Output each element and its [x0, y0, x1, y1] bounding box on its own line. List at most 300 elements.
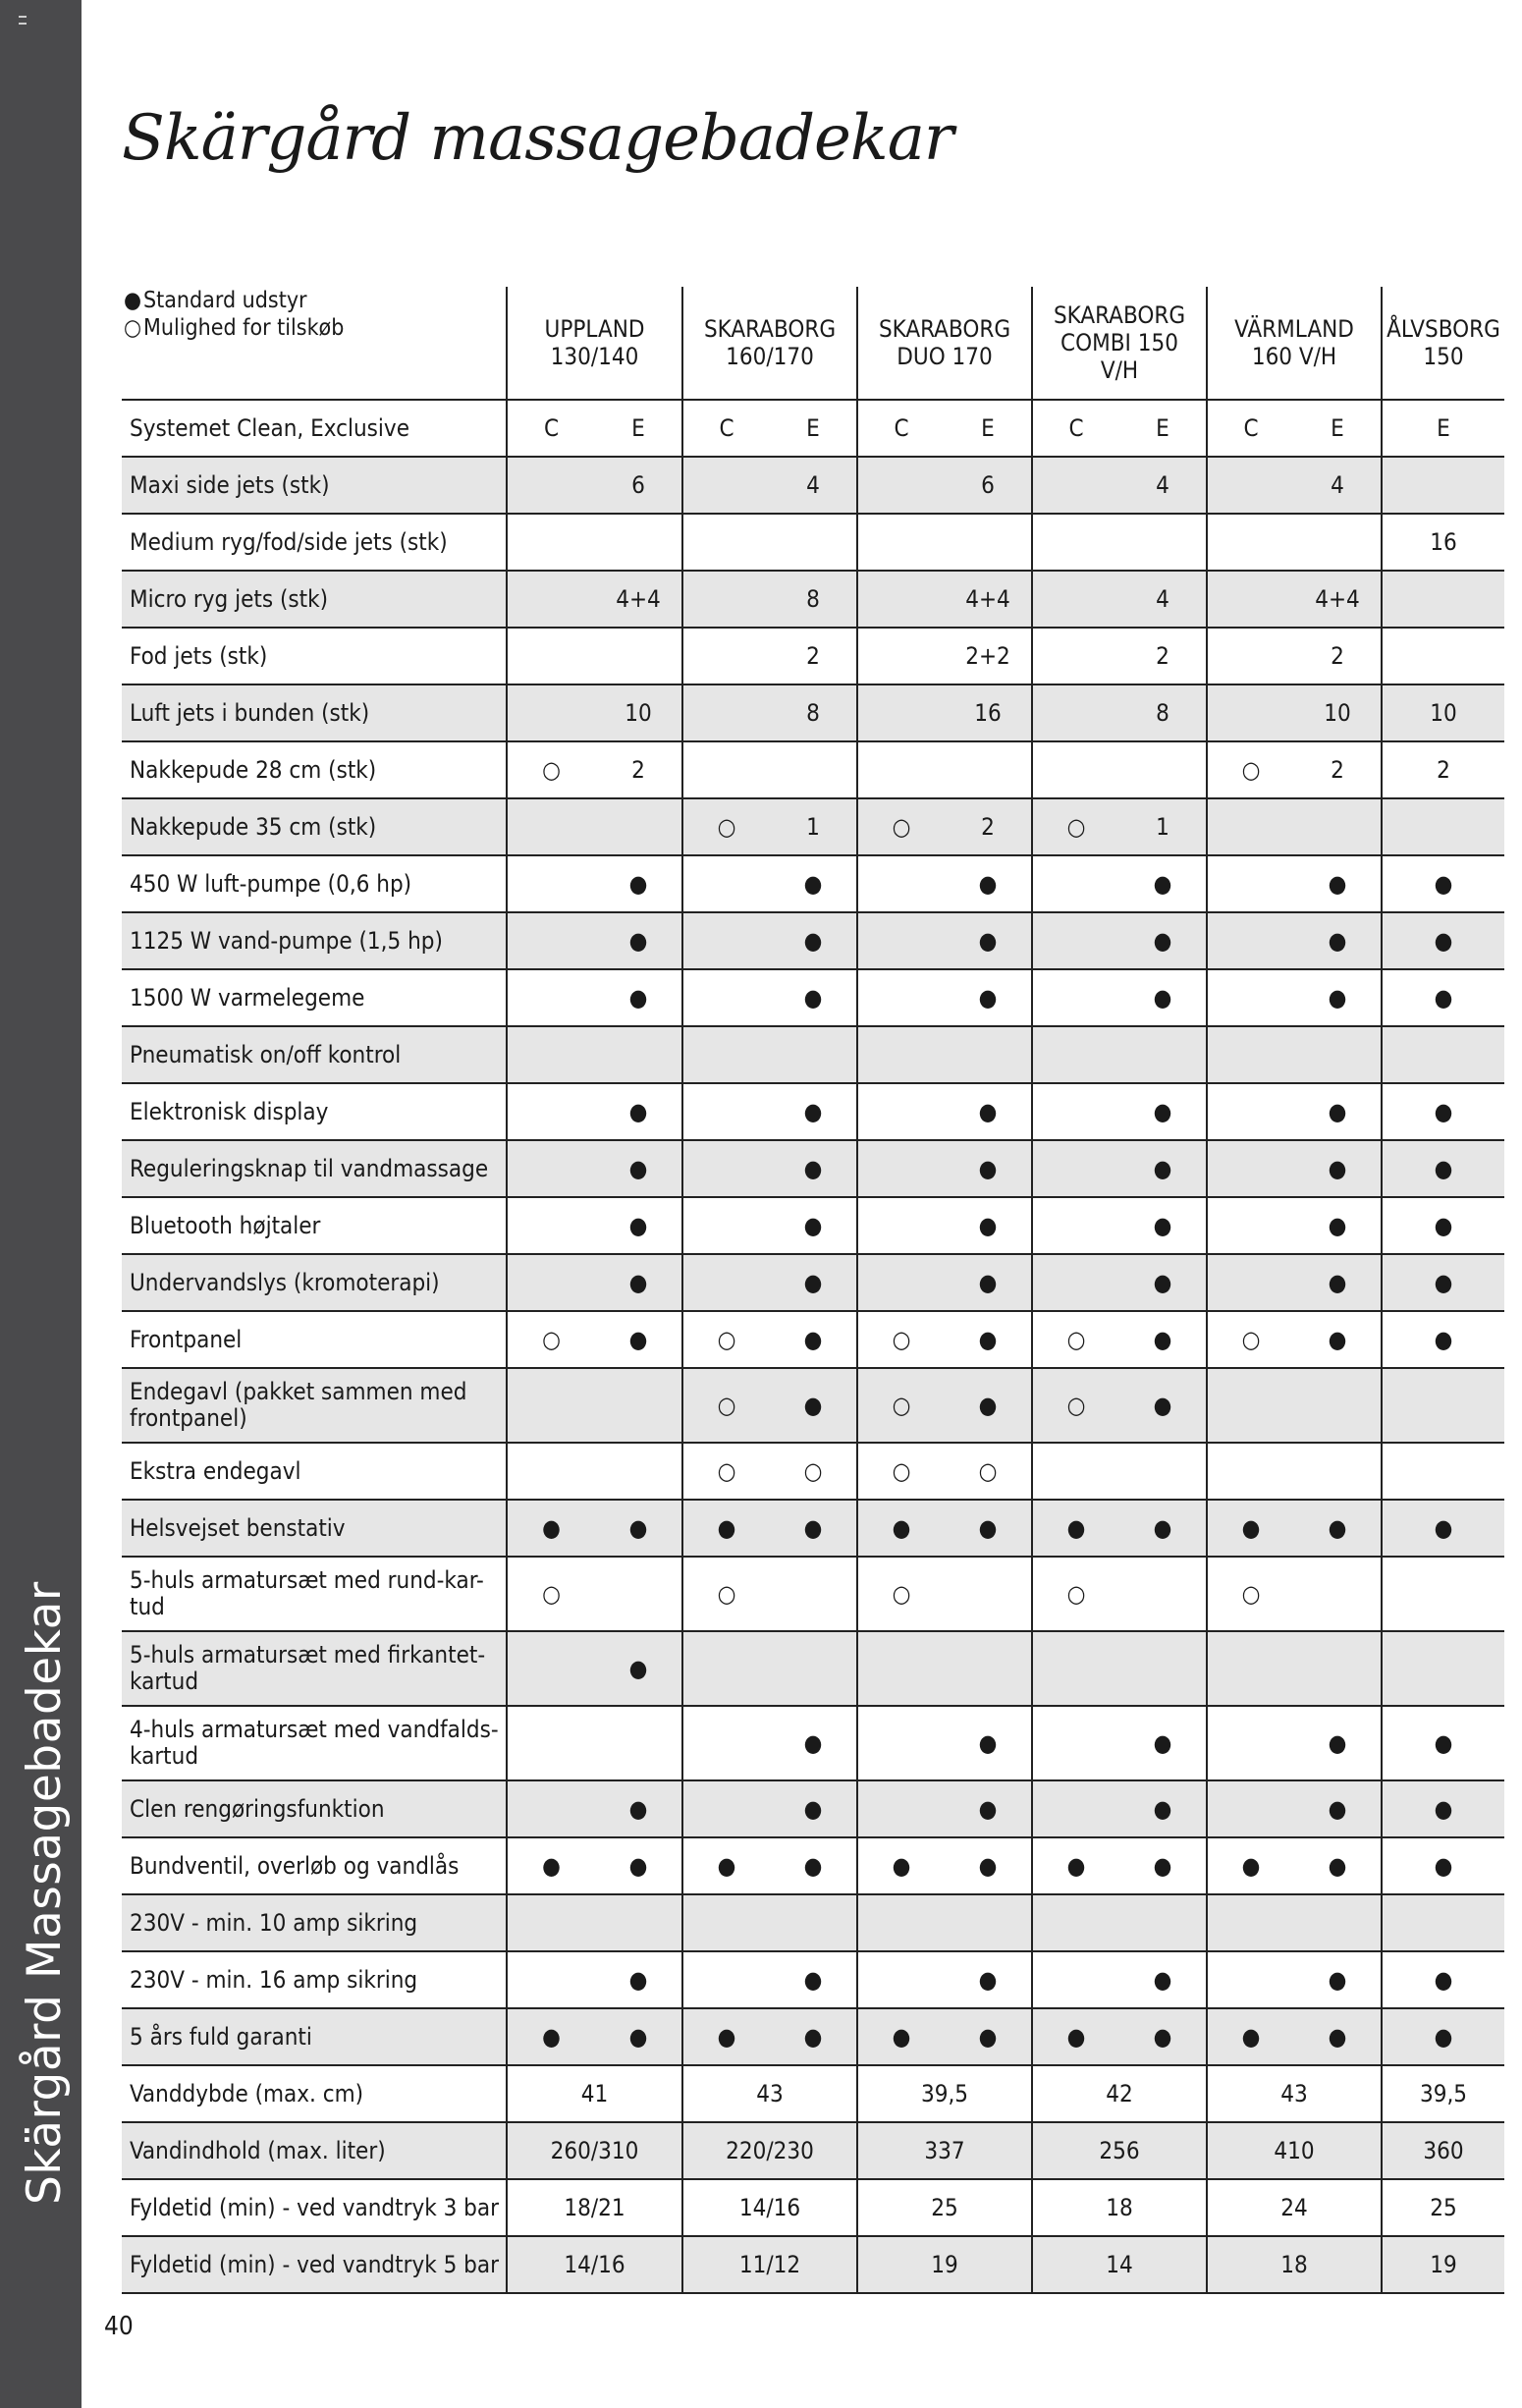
model-header: SKARABORG COMBI 150 V/H [1032, 287, 1207, 400]
table-row [122, 1706, 1504, 1780]
table-cell: 14 [1032, 2236, 1207, 2293]
table-cell: ○ [1207, 741, 1294, 798]
table-cell: ● [1294, 1706, 1382, 1780]
table-row [122, 2065, 1504, 2122]
table-cell: ● [945, 1140, 1032, 1197]
table-cell [1207, 1631, 1294, 1706]
row-label: Frontpanel [122, 1311, 507, 1368]
table-cell: ● [1207, 2008, 1294, 2065]
table-cell: 337 [857, 2122, 1032, 2179]
table-cell [682, 741, 770, 798]
table-cell: 24 [1207, 2179, 1382, 2236]
table-cell: 39,5 [857, 2065, 1032, 2122]
table-cell [595, 628, 682, 684]
table-cell [857, 1083, 945, 1140]
table-cell: ○ [507, 1311, 595, 1368]
table-cell: ● [595, 912, 682, 969]
row-label: Nakkepude 35 cm (stk) [122, 798, 507, 855]
table-cell [507, 1631, 595, 1706]
table-cell [857, 1631, 945, 1706]
table-cell: ● [1382, 1254, 1504, 1311]
table-cell [1207, 1140, 1294, 1197]
table-cell: E [770, 400, 857, 457]
table-cell [595, 1894, 682, 1951]
table-cell: ● [1294, 1951, 1382, 2008]
table-cell [1207, 684, 1294, 741]
table-cell: 10 [1382, 684, 1504, 741]
table-cell [1032, 1780, 1119, 1837]
table-cell: ● [945, 969, 1032, 1026]
table-row [122, 1083, 1504, 1140]
table-cell [770, 1631, 857, 1706]
table-cell [595, 1443, 682, 1500]
table-cell: ● [1382, 1083, 1504, 1140]
table-cell: ● [1294, 969, 1382, 1026]
table-cell [770, 741, 857, 798]
sidebar-label: Skärgård Massagebadekar [18, 1581, 72, 2205]
table-cell [1294, 1631, 1382, 1706]
table-cell [857, 457, 945, 514]
table-cell: ● [770, 1951, 857, 2008]
table-cell: ● [1382, 1197, 1504, 1254]
open-circle-icon: ○ [124, 315, 142, 341]
table-row [122, 1140, 1504, 1197]
row-label: Bundventil, overløb og vandlås [122, 1837, 507, 1894]
table-cell [1382, 1368, 1504, 1443]
table-cell [1119, 1026, 1207, 1083]
table-cell [770, 1026, 857, 1083]
row-label: Undervandslys (kromoterapi) [122, 1254, 507, 1311]
model-header: ÅLVSBORG 150 [1382, 287, 1504, 400]
table-row [122, 1197, 1504, 1254]
table-cell: 25 [1382, 2179, 1504, 2236]
table-cell: ○ [857, 1368, 945, 1443]
table-cell: ● [595, 969, 682, 1026]
table-cell: ● [945, 1083, 1032, 1140]
table-cell [945, 514, 1032, 571]
table-cell: ● [857, 1837, 945, 1894]
table-cell [682, 1894, 770, 1951]
table-cell: ● [1382, 1500, 1504, 1557]
table-cell: ○ [507, 1557, 595, 1631]
table-cell [1294, 798, 1382, 855]
table-cell: 260/310 [507, 2122, 682, 2179]
table-cell: 18 [1207, 2236, 1382, 2293]
table-cell [1207, 1368, 1294, 1443]
table-row [122, 1951, 1504, 2008]
table-cell [507, 1197, 595, 1254]
row-label: Pneumatisk on/off kontrol [122, 1026, 507, 1083]
table-cell [1032, 1026, 1119, 1083]
table-cell: ● [857, 1500, 945, 1557]
row-label: Endegavl (pakket sammen med frontpanel) [122, 1368, 507, 1443]
table-cell [945, 1026, 1032, 1083]
table-cell [1382, 798, 1504, 855]
table-cell: ● [507, 1837, 595, 1894]
table-cell [1207, 1951, 1294, 2008]
table-cell: ○ [682, 1557, 770, 1631]
table-cell: 14/16 [682, 2179, 857, 2236]
table-cell: C [1207, 400, 1294, 457]
table-cell [682, 912, 770, 969]
table-cell: 16 [1382, 514, 1504, 571]
table-cell: 220/230 [682, 2122, 857, 2179]
table-cell [1294, 514, 1382, 571]
row-label: 5 års fuld garanti [122, 2008, 507, 2065]
table-cell: 19 [1382, 2236, 1504, 2293]
table-cell: ● [1207, 1837, 1294, 1894]
table-row [122, 1500, 1504, 1557]
table-cell [1207, 855, 1294, 912]
table-cell [595, 798, 682, 855]
table-cell: ○ [770, 1443, 857, 1500]
table-cell [1032, 1706, 1119, 1780]
table-cell [857, 1951, 945, 2008]
table-cell: ● [945, 912, 1032, 969]
table-cell: ● [1119, 2008, 1207, 2065]
table-cell [1032, 1894, 1119, 1951]
table-cell [1294, 1557, 1382, 1631]
table-cell [1207, 1894, 1294, 1951]
table-row [122, 1837, 1504, 1894]
table-cell: ● [1294, 2008, 1382, 2065]
table-cell: 10 [595, 684, 682, 741]
row-label: Luft jets i bunden (stk) [122, 684, 507, 741]
table-cell [857, 1706, 945, 1780]
table-cell [857, 1140, 945, 1197]
table-cell [1382, 1026, 1504, 1083]
table-cell: 43 [682, 2065, 857, 2122]
table-cell [507, 1083, 595, 1140]
table-cell: E [945, 400, 1032, 457]
table-cell: ○ [1032, 798, 1119, 855]
table-cell [1032, 684, 1119, 741]
table-cell [1119, 1894, 1207, 1951]
row-label: Maxi side jets (stk) [122, 457, 507, 514]
table-cell [857, 1894, 945, 1951]
table-cell: ● [595, 1631, 682, 1706]
table-cell [945, 1894, 1032, 1951]
row-label: Fod jets (stk) [122, 628, 507, 684]
table-cell: ● [770, 2008, 857, 2065]
table-cell [507, 684, 595, 741]
table-cell: ● [1032, 2008, 1119, 2065]
table-cell: 11/12 [682, 2236, 857, 2293]
table-cell [1032, 1951, 1119, 2008]
table-cell [945, 1631, 1032, 1706]
table-cell: ● [1382, 1706, 1504, 1780]
table-cell [1207, 1254, 1294, 1311]
table-cell: E [595, 400, 682, 457]
table-cell [1032, 1197, 1119, 1254]
table-cell: ● [1382, 969, 1504, 1026]
table-cell [682, 855, 770, 912]
table-cell: ● [945, 1706, 1032, 1780]
table-row [122, 2179, 1504, 2236]
table-cell: 4 [1294, 457, 1382, 514]
table-cell: ● [1119, 1254, 1207, 1311]
table-row [122, 684, 1504, 741]
table-cell [1207, 1197, 1294, 1254]
table-cell: 2 [770, 628, 857, 684]
table-cell [857, 1254, 945, 1311]
table-cell [682, 514, 770, 571]
table-row [122, 1443, 1504, 1500]
table-cell [1207, 571, 1294, 628]
table-cell: ○ [682, 1311, 770, 1368]
table-cell [507, 1780, 595, 1837]
table-cell: ○ [1032, 1368, 1119, 1443]
table-cell: ● [1032, 1837, 1119, 1894]
table-cell [682, 1631, 770, 1706]
table-cell: 18 [1032, 2179, 1207, 2236]
table-cell: ● [1119, 912, 1207, 969]
table-cell [1382, 457, 1504, 514]
table-cell: 2 [945, 798, 1032, 855]
table-cell [1207, 1780, 1294, 1837]
legend [124, 287, 344, 342]
table-cell [1207, 1083, 1294, 1140]
table-cell [682, 1254, 770, 1311]
table-cell: ○ [857, 1557, 945, 1631]
table-cell [1032, 741, 1119, 798]
table-cell: ○ [857, 1311, 945, 1368]
table-cell: C [857, 400, 945, 457]
table-cell [857, 1780, 945, 1837]
table-cell [507, 571, 595, 628]
table-cell [1382, 628, 1504, 684]
legend-text: Mulighed for tilskøb [143, 315, 345, 341]
table-row [122, 1026, 1504, 1083]
table-cell: E [1382, 400, 1504, 457]
table-cell: ● [507, 1500, 595, 1557]
table-row [122, 741, 1504, 798]
table-cell: 4 [1119, 571, 1207, 628]
table-cell [857, 969, 945, 1026]
row-label: Ekstra endegavl [122, 1443, 507, 1500]
table-cell [507, 514, 595, 571]
row-label: Bluetooth højtaler [122, 1197, 507, 1254]
table-row [122, 400, 1504, 457]
table-cell: 2 [1294, 741, 1382, 798]
table-cell [857, 628, 945, 684]
table-cell: ○ [1032, 1557, 1119, 1631]
table-cell [857, 684, 945, 741]
table-cell: ● [1382, 1837, 1504, 1894]
table-cell: 4+4 [945, 571, 1032, 628]
table-cell: ● [1119, 1140, 1207, 1197]
table-cell: 2 [1382, 741, 1504, 798]
table-cell: ● [1382, 2008, 1504, 2065]
table-cell: C [507, 400, 595, 457]
table-cell: 25 [857, 2179, 1032, 2236]
table-cell: 360 [1382, 2122, 1504, 2179]
table-cell [507, 1894, 595, 1951]
filled-dot-icon: ● [124, 288, 142, 313]
table-cell: ○ [1032, 1311, 1119, 1368]
table-cell: ● [770, 1780, 857, 1837]
table-row [122, 1780, 1504, 1837]
table-cell [770, 514, 857, 571]
table-cell: ● [1294, 1197, 1382, 1254]
table-cell [1032, 1254, 1119, 1311]
table-cell [507, 798, 595, 855]
table-cell: ● [945, 1951, 1032, 2008]
table-cell [682, 457, 770, 514]
table-cell: ● [595, 1311, 682, 1368]
spec-table [122, 287, 1504, 2294]
table-cell: ● [770, 1083, 857, 1140]
table-cell [857, 855, 945, 912]
table-cell: ○ [507, 741, 595, 798]
table-cell [770, 1894, 857, 1951]
table-cell [857, 571, 945, 628]
table-cell [1032, 628, 1119, 684]
legend-text: Standard udstyr [143, 288, 307, 313]
table-cell: ● [1032, 1500, 1119, 1557]
table-cell: ● [770, 1837, 857, 1894]
table-cell: ● [595, 1083, 682, 1140]
table-cell: ● [595, 1254, 682, 1311]
row-label: Reguleringsknap til vandmassage [122, 1140, 507, 1197]
table-cell [945, 1557, 1032, 1631]
table-cell [1207, 798, 1294, 855]
table-cell [1207, 628, 1294, 684]
table-cell: 6 [945, 457, 1032, 514]
table-cell: ● [770, 1311, 857, 1368]
table-cell: 410 [1207, 2122, 1382, 2179]
row-label: 1125 W vand-pumpe (1,5 hp) [122, 912, 507, 969]
table-cell: ● [1382, 912, 1504, 969]
table-cell: 8 [770, 571, 857, 628]
table-cell: 43 [1207, 2065, 1382, 2122]
row-label: Vandindhold (max. liter) [122, 2122, 507, 2179]
table-cell: 8 [1119, 684, 1207, 741]
table-cell: ● [1382, 1140, 1504, 1197]
table-cell: ● [595, 1500, 682, 1557]
table-cell [857, 912, 945, 969]
table-cell: E [1119, 400, 1207, 457]
table-cell [507, 1140, 595, 1197]
table-cell: ● [1119, 1951, 1207, 2008]
table-cell: ● [1382, 855, 1504, 912]
sidebar [0, 0, 82, 2408]
row-label: Elektronisk display [122, 1083, 507, 1140]
table-cell [682, 628, 770, 684]
table-cell [1032, 1083, 1119, 1140]
table-cell: ● [945, 855, 1032, 912]
row-label: Fyldetid (min) - ved vandtryk 3 bar [122, 2179, 507, 2236]
table-cell [770, 1557, 857, 1631]
table-cell [1207, 457, 1294, 514]
table-row [122, 571, 1504, 628]
table-cell [857, 741, 945, 798]
table-cell: ○ [682, 798, 770, 855]
table-row [122, 2122, 1504, 2179]
table-cell: ● [945, 1254, 1032, 1311]
row-label: Vanddybde (max. cm) [122, 2065, 507, 2122]
table-cell: 2 [1294, 628, 1382, 684]
table-cell: ● [770, 1197, 857, 1254]
table-row [122, 1254, 1504, 1311]
table-cell [507, 912, 595, 969]
table-cell: 39,5 [1382, 2065, 1504, 2122]
table-cell: E [1294, 400, 1382, 457]
table-cell [682, 1197, 770, 1254]
table-cell: ● [770, 1140, 857, 1197]
table-cell [1032, 1443, 1119, 1500]
table-cell: ● [1119, 1368, 1207, 1443]
table-cell: ● [1119, 969, 1207, 1026]
model-header: VÄRMLAND 160 V/H [1207, 287, 1382, 400]
table-cell: ● [682, 2008, 770, 2065]
table-cell: ● [1382, 1311, 1504, 1368]
table-cell [507, 1254, 595, 1311]
table-cell: ● [1382, 1951, 1504, 2008]
table-cell [1294, 1443, 1382, 1500]
table-cell: ○ [857, 798, 945, 855]
table-cell: ● [595, 1197, 682, 1254]
table-cell: 16 [945, 684, 1032, 741]
table-cell: 6 [595, 457, 682, 514]
table-cell: ● [770, 1500, 857, 1557]
table-cell [1382, 1631, 1504, 1706]
table-cell [1294, 1894, 1382, 1951]
table-cell [1382, 1557, 1504, 1631]
page-number: 40 [104, 2312, 134, 2341]
row-label: 1500 W varmelegeme [122, 969, 507, 1026]
table-cell: ● [945, 1197, 1032, 1254]
table-cell [507, 1443, 595, 1500]
table-cell [1207, 1706, 1294, 1780]
table-cell [1119, 1557, 1207, 1631]
page-title: Skärgård massagebadekar [122, 102, 953, 175]
table-cell [857, 514, 945, 571]
table-cell: ● [595, 1951, 682, 2008]
table-cell: ● [595, 1837, 682, 1894]
table-cell: ● [1119, 1083, 1207, 1140]
table-cell: ○ [682, 1443, 770, 1500]
table-cell [507, 855, 595, 912]
row-label: Micro ryg jets (stk) [122, 571, 507, 628]
table-cell [1382, 1443, 1504, 1500]
table-cell: ● [770, 1254, 857, 1311]
table-row [122, 1311, 1504, 1368]
table-row [122, 969, 1504, 1026]
table-cell [507, 457, 595, 514]
table-cell: ● [1294, 1140, 1382, 1197]
table-cell: ● [770, 969, 857, 1026]
table-cell: ● [770, 1368, 857, 1443]
table-cell: ○ [945, 1443, 1032, 1500]
table-row [122, 514, 1504, 571]
table-cell [507, 1026, 595, 1083]
row-label: 230V - min. 10 amp sikring [122, 1894, 507, 1951]
table-cell [1119, 514, 1207, 571]
menu-icon [19, 16, 27, 25]
table-cell: ● [945, 1780, 1032, 1837]
table-cell: 10 [1294, 684, 1382, 741]
table-cell: ● [770, 1706, 857, 1780]
table-cell [682, 571, 770, 628]
table-cell: 41 [507, 2065, 682, 2122]
table-cell: ● [1294, 1837, 1382, 1894]
table-cell: ● [1294, 912, 1382, 969]
table-row [122, 2008, 1504, 2065]
legend-item [124, 287, 344, 314]
table-cell: ● [682, 1837, 770, 1894]
table-cell: 4+4 [595, 571, 682, 628]
